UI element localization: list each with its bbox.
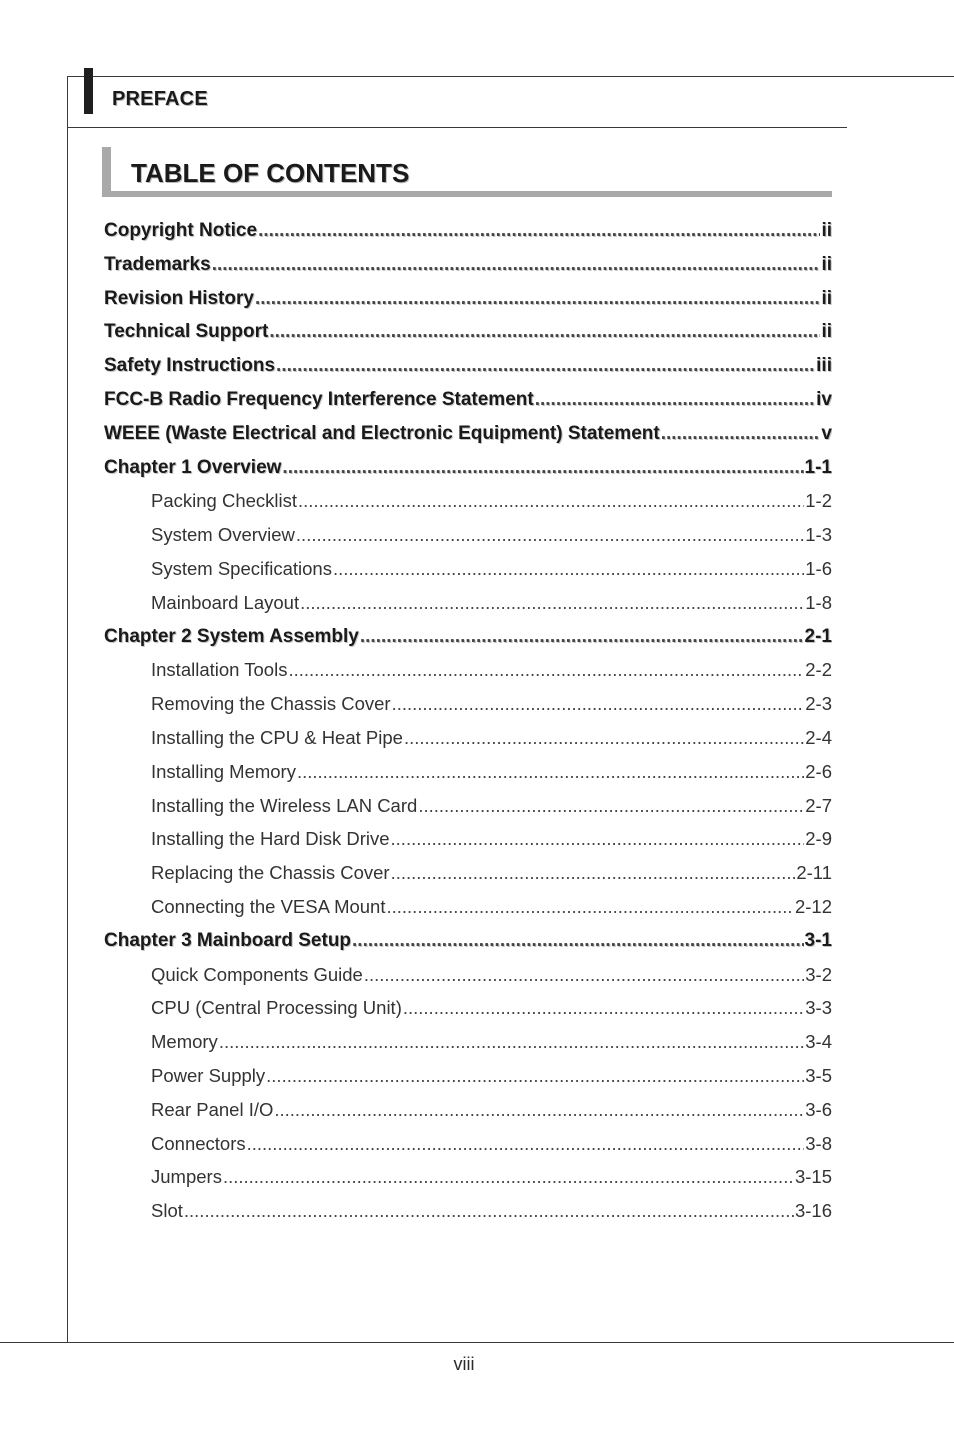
toc-dot-leader <box>269 315 820 349</box>
toc-entry-page: 3-5 <box>805 1064 832 1086</box>
toc-dot-leader <box>364 958 804 992</box>
toc-entry-title: CPU (Central Processing Unit) <box>151 997 402 1019</box>
toc-entry-title: Memory <box>151 1031 218 1053</box>
toc-dot-leader <box>274 1093 804 1127</box>
toc-dot-leader <box>403 991 804 1025</box>
toc-entry-title: Connecting the VESA Mount <box>151 895 386 917</box>
toc-entry-page: ii <box>821 321 832 343</box>
toc-entry-page: 2-11 <box>796 862 832 884</box>
toc-entry-title: Installation Tools <box>151 659 288 681</box>
toc-dot-leader <box>535 383 815 417</box>
toc-dot-leader <box>386 890 793 924</box>
toc-entry-page: 3-15 <box>794 1166 832 1188</box>
title-underline <box>102 191 832 197</box>
toc-entry-sub[interactable] <box>104 484 832 518</box>
toc-entry-page: 2-9 <box>805 828 832 850</box>
toc-entry-page: 1-2 <box>805 490 832 512</box>
toc-dot-leader <box>288 653 804 687</box>
toc-entry-sub[interactable] <box>104 789 832 823</box>
toc-entry-page: iii <box>816 355 832 377</box>
toc-entry-title: Technical Support <box>104 321 269 343</box>
toc-entry-page: 3-1 <box>804 929 832 951</box>
toc-entry-main[interactable] <box>104 417 832 451</box>
header-divider <box>67 127 847 128</box>
toc-dot-leader <box>392 687 805 721</box>
toc-entry-main[interactable] <box>104 315 832 349</box>
toc-dot-leader <box>297 755 804 789</box>
toc-entry-main[interactable] <box>104 214 832 248</box>
toc-entry-sub[interactable] <box>104 822 832 856</box>
toc-entry-main[interactable] <box>104 620 832 654</box>
toc-entry-sub[interactable] <box>104 991 832 1025</box>
toc-entry-title: System Specifications <box>151 557 332 579</box>
toc-dot-leader <box>391 856 796 890</box>
toc-title: TABLE OF CONTENTS <box>131 158 410 188</box>
toc-entry-title: Installing Memory <box>151 760 296 782</box>
toc-dot-leader <box>276 349 815 383</box>
page-top-rule <box>67 76 954 77</box>
toc-entry-page: 1-3 <box>805 524 832 546</box>
toc-entry-page: 3-8 <box>805 1132 832 1154</box>
toc-entry-page: 2-7 <box>805 794 832 816</box>
toc-dot-leader <box>266 1059 804 1093</box>
toc-entry-page: 2-2 <box>805 659 832 681</box>
toc-entry-sub[interactable] <box>104 755 832 789</box>
toc-dot-leader <box>219 1025 804 1059</box>
toc-dot-leader <box>223 1160 794 1194</box>
toc-dot-leader <box>333 552 804 586</box>
toc-entry-title: Connectors <box>151 1132 246 1154</box>
page-bottom-rule <box>0 1342 954 1343</box>
toc-entry-sub[interactable] <box>104 958 832 992</box>
toc-list <box>104 214 832 1228</box>
toc-entry-page: 2-4 <box>805 726 832 748</box>
toc-entry-title: Chapter 1 Overview <box>104 456 282 478</box>
toc-entry-sub[interactable] <box>104 552 832 586</box>
toc-entry-page: 2-3 <box>805 693 832 715</box>
toc-entry-page: 2-6 <box>805 760 832 782</box>
toc-entry-title: Removing the Chassis Cover <box>151 693 391 715</box>
toc-dot-leader <box>360 620 804 654</box>
toc-entry-sub[interactable] <box>104 1127 832 1161</box>
toc-dot-leader <box>296 518 804 552</box>
toc-entry-page: 1-8 <box>805 591 832 613</box>
toc-entry-title: Copyright Notice <box>104 220 258 241</box>
toc-entry-main[interactable] <box>104 383 832 417</box>
toc-entry-main[interactable] <box>104 451 832 485</box>
toc-entry-title: WEEE (Waste Electrical and Electronic Equipment) Statement <box>104 422 660 444</box>
toc-entry-sub[interactable] <box>104 1093 832 1127</box>
toc-entry-title: Revision History <box>104 287 254 309</box>
toc-entry-page: ii <box>821 253 832 275</box>
toc-entry-page: 3-4 <box>805 1031 832 1053</box>
toc-entry-title: Mainboard Layout <box>151 591 300 613</box>
toc-entry-title: Installing the CPU & Heat Pipe <box>151 726 403 748</box>
toc-entry-sub[interactable] <box>104 653 832 687</box>
toc-entry-title: System Overview <box>151 524 295 546</box>
toc-dot-leader <box>247 1127 805 1161</box>
toc-entry-sub[interactable] <box>104 1059 832 1093</box>
toc-entry-page: 1-6 <box>805 557 832 579</box>
page-left-rule <box>67 76 68 1343</box>
toc-dot-leader <box>661 417 821 451</box>
toc-dot-leader <box>184 1194 794 1228</box>
toc-entry-title: Slot <box>151 1200 183 1222</box>
toc-dot-leader <box>212 248 821 282</box>
toc-entry-page: 3-6 <box>805 1098 832 1120</box>
toc-entry-title: Trademarks <box>104 253 211 275</box>
toc-entry-sub[interactable] <box>104 687 832 721</box>
toc-entry-sub[interactable] <box>104 518 832 552</box>
section-heading: PREFACE <box>112 88 208 110</box>
toc-entry-page: iv <box>816 388 832 410</box>
toc-entry-title: Safety Instructions <box>104 355 276 377</box>
toc-entry-sub[interactable] <box>104 1194 832 1228</box>
toc-dot-leader <box>282 451 803 485</box>
toc-entry-main[interactable] <box>104 248 832 282</box>
toc-entry-title: Installing the Wireless LAN Card <box>151 794 418 816</box>
toc-entry-sub[interactable] <box>104 721 832 755</box>
toc-dot-leader <box>258 214 820 248</box>
toc-entry-title: Rear Panel I/O <box>151 1098 274 1120</box>
section-marker-bar <box>84 68 93 114</box>
toc-entry-title: Quick Components Guide <box>151 963 363 985</box>
page-number: viii <box>453 1354 475 1374</box>
toc-dot-leader <box>352 924 804 958</box>
toc-entry-sub[interactable] <box>104 586 832 620</box>
toc-entry-main[interactable] <box>104 282 832 316</box>
toc-dot-leader <box>418 789 804 823</box>
toc-entry-page: 3-2 <box>805 963 832 985</box>
toc-entry-title: Replacing the Chassis Cover <box>151 862 390 884</box>
toc-entry-page: 3-3 <box>805 997 832 1019</box>
toc-entry-sub[interactable] <box>104 1025 832 1059</box>
toc-entry-sub[interactable] <box>104 856 832 890</box>
toc-entry-main[interactable] <box>104 349 832 383</box>
toc-entry-sub[interactable] <box>104 890 832 924</box>
toc-entry-page: 1-1 <box>804 456 832 478</box>
toc-entry-main[interactable] <box>104 924 832 958</box>
toc-entry-page: 2-12 <box>794 895 832 917</box>
toc-entry-title: Jumpers <box>151 1166 222 1188</box>
toc-dot-leader <box>298 484 804 518</box>
toc-entry-page: 3-16 <box>794 1200 832 1222</box>
toc-entry-title: FCC-B Radio Frequency Interference Statement <box>104 388 534 410</box>
toc-entry-page: ii <box>821 220 832 241</box>
toc-entry-page: 2-1 <box>804 625 832 647</box>
toc-entry-title: Packing Checklist <box>151 490 298 512</box>
toc-entry-title: Installing the Hard Disk Drive <box>151 828 390 850</box>
toc-entry-page: v <box>821 422 832 444</box>
toc-entry-page: ii <box>821 287 832 309</box>
toc-entry-title: Power Supply <box>151 1064 266 1086</box>
toc-entry-sub[interactable] <box>104 1160 832 1194</box>
toc-entry-title: Chapter 3 Mainboard Setup <box>104 929 352 951</box>
toc-dot-leader <box>404 721 804 755</box>
toc-dot-leader <box>255 282 821 316</box>
toc-dot-leader <box>300 586 804 620</box>
title-marker-bar <box>102 147 111 193</box>
toc-entry-title: Chapter 2 System Assembly <box>104 625 359 647</box>
toc-dot-leader <box>391 822 805 856</box>
